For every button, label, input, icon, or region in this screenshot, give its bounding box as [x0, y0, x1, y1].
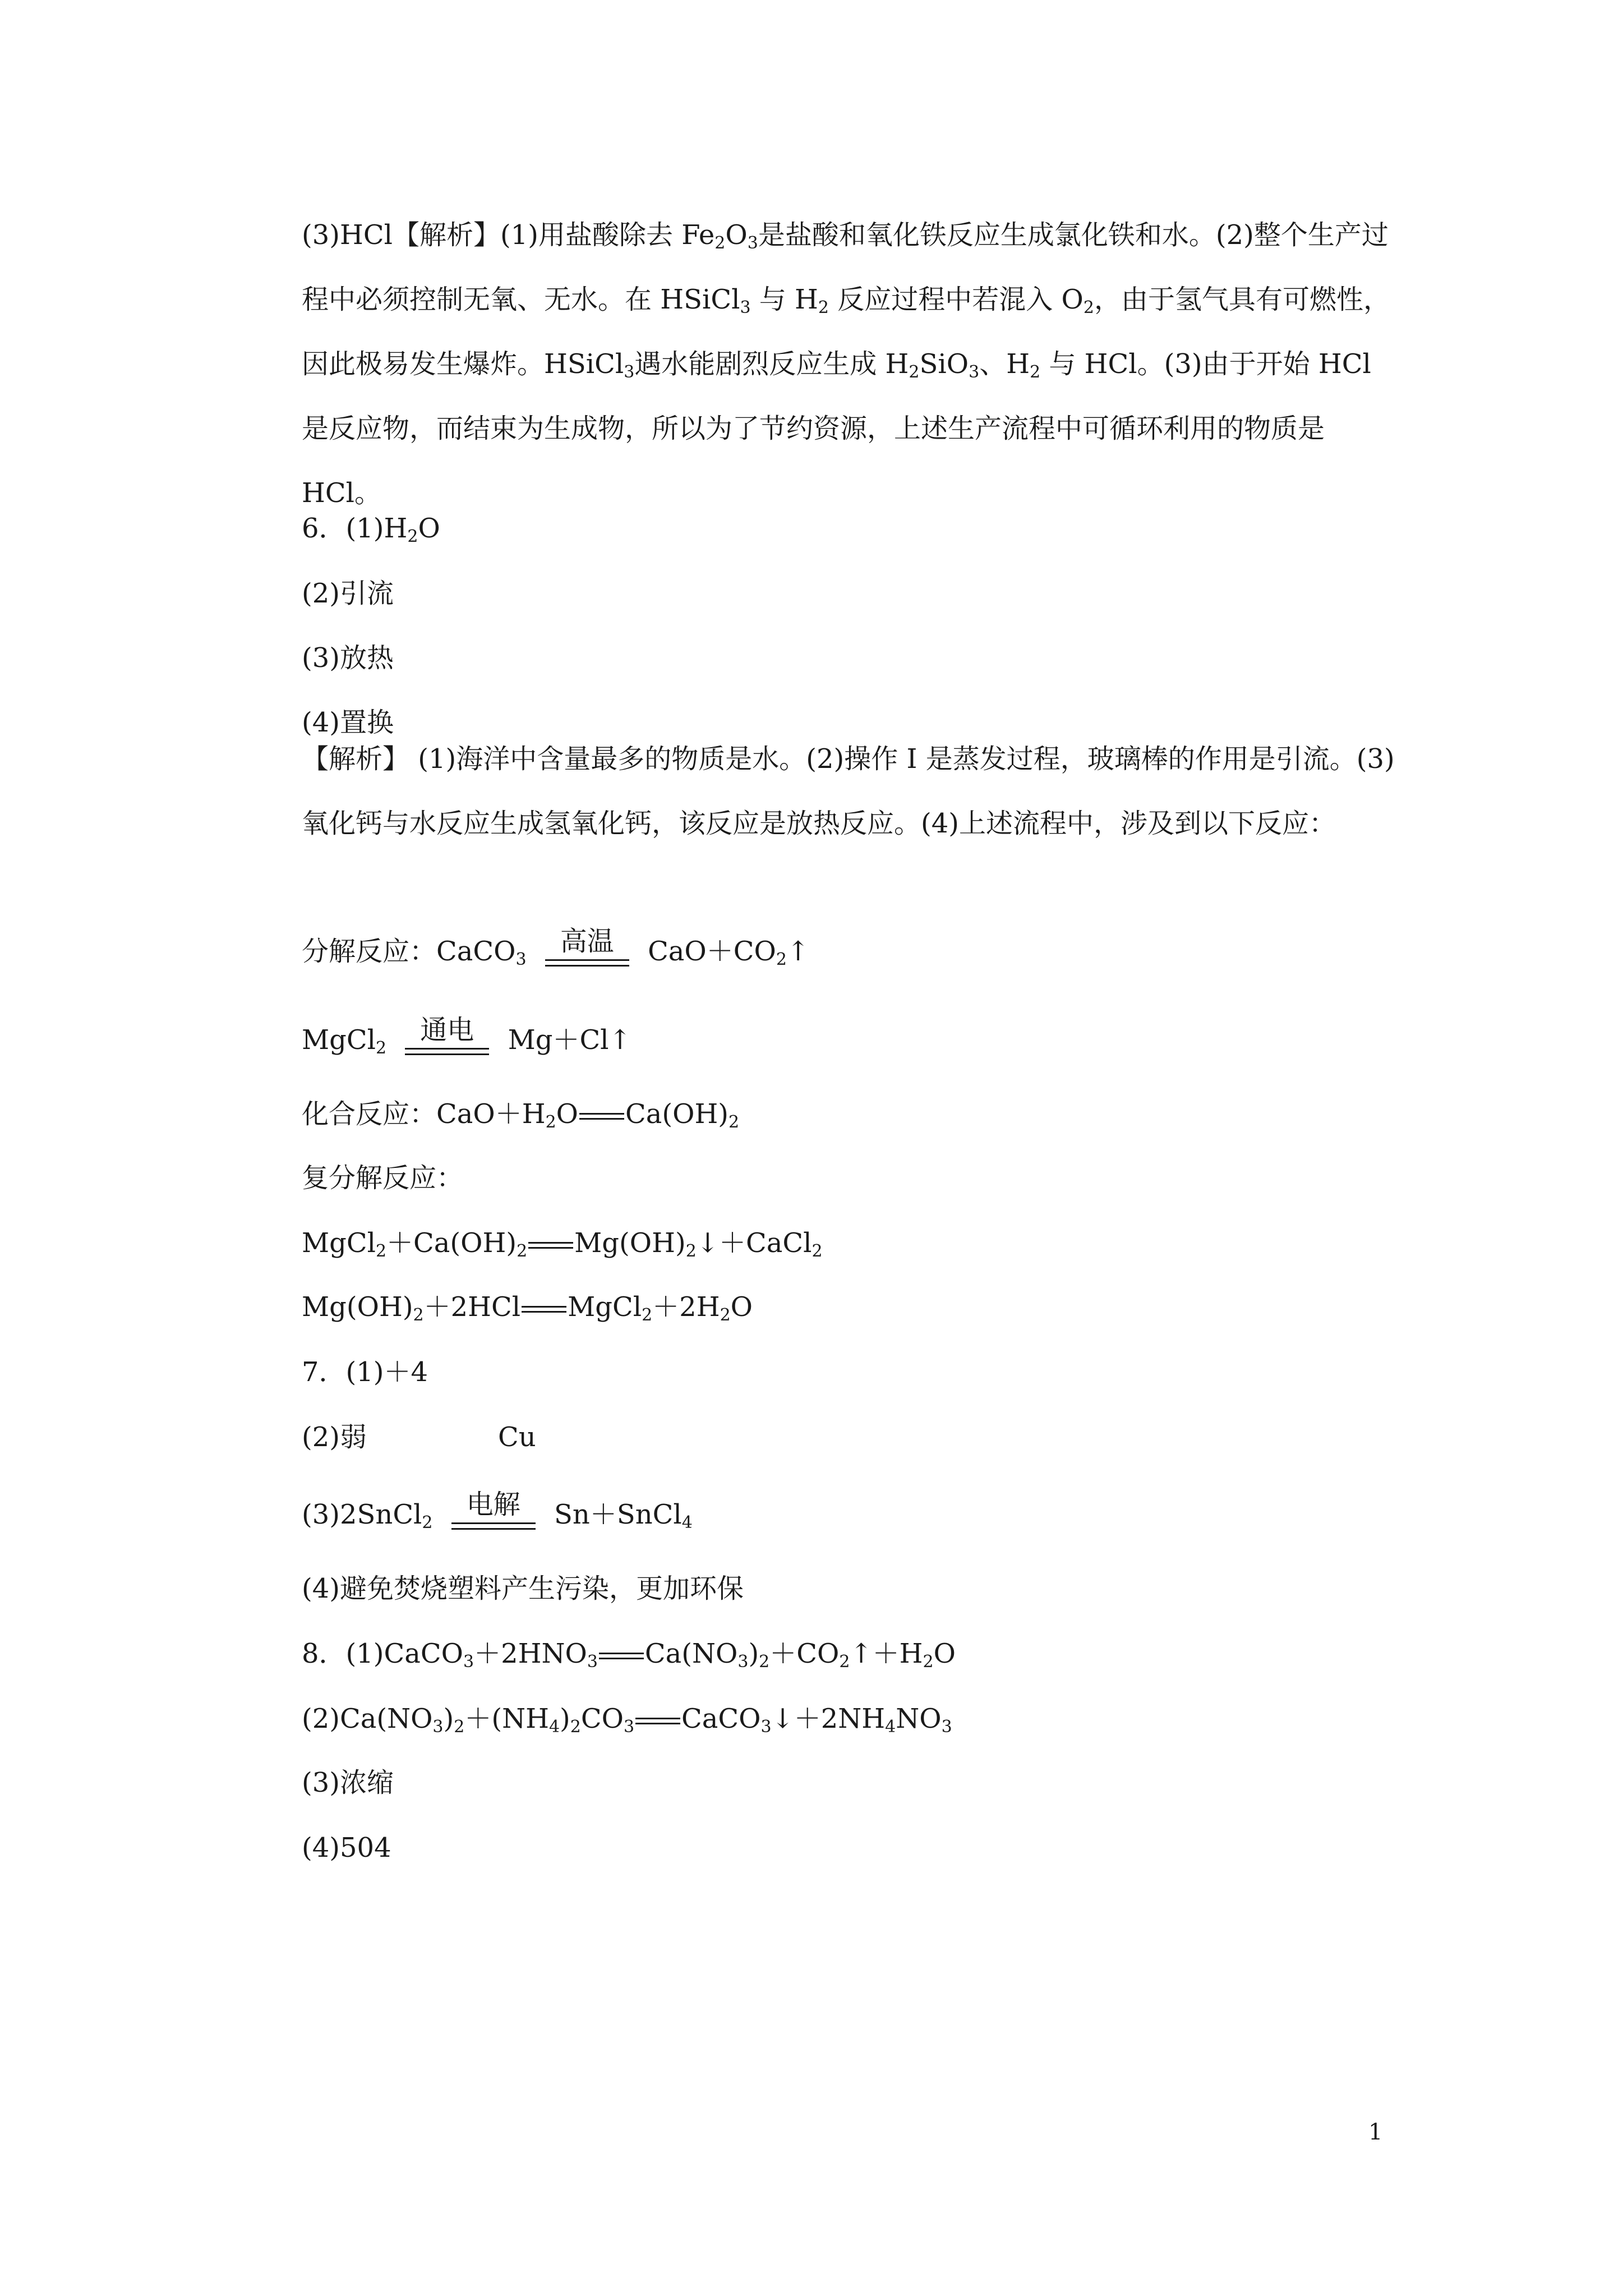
combination-equation: 化合反应：$CaO+H_2O$ $Ca(OH)_2$ — [302, 1098, 740, 1132]
decomposition-equation-2: MgCl$_2$ 通电 Mg＋Cl↑ — [302, 1014, 631, 1058]
reaction-condition: 通电 — [405, 1029, 489, 1056]
item8-answer-4: (4)504 — [302, 1832, 391, 1864]
equals-sign — [599, 1650, 644, 1662]
gas-arrow-icon: ↑ — [608, 1024, 631, 1056]
equals-sign — [635, 1715, 680, 1727]
item8-answer-2: $(2)Ca(NO_3)_2+(NH_4)_2CO_3$ $CaCO_3↓+2NH_4NO_3$ — [302, 1703, 952, 1737]
item5-analysis-paragraph: (3)HCl【解析】(1)用盐酸除去 $Fe_2O_3$是盐酸和氧化铁反应生成氯化铁和水。(2)整个生产过程中必须控制无氧、无水。在 HSiCl$_3$ 与 $H_2$ 反应过程中若混入 $O_2$，由于氢气具有可燃性，因此极易发生爆炸。HSiCl$_3$遇水能剧烈反应生成 $H_2SiO_3$、$H_2$ 与 HCl。(3)由于开始 HCl 是反应物，而结束为生成物，所以为了节约资源，上述生产流程中可循环利用的物质是 HCl。 — [302, 219, 1390, 509]
item6-answer-4: (4)置换 — [302, 707, 394, 738]
item7-answer-1: 7．(1)＋4 — [302, 1356, 428, 1388]
item6-answer-1: 6．$(1)H_2O$ — [302, 513, 440, 546]
precipitate-arrow-icon: ↓ — [696, 1227, 720, 1259]
item7-answer-3: (3)2SnCl$_2$ 电解 Sn＋SnCl$_4$ — [302, 1488, 693, 1533]
analysis-tag: 【解析】 — [302, 743, 410, 775]
item8-answer-1: 8．$(1)CaCO_3+2HNO_3$ $Ca(NO_3)_2+CO_2↑+H_2O$ — [302, 1638, 956, 1672]
decomposition-equation-1: 分解反应：CaCO$_3$ 高温 $CaO+CO_2↑$ — [302, 925, 810, 969]
double-decomposition-equation-1: $MgCl_2+Ca(OH)_2$ $Mg(OH)_2↓+CaCl_2$ — [302, 1227, 823, 1261]
analysis-tag: 【解析】 — [392, 219, 500, 251]
equals-sign — [522, 1304, 566, 1315]
page-number: 1 — [1368, 2119, 1383, 2145]
item6-answer-3: (3)放热 — [302, 642, 394, 674]
item7-answer-2: (2)弱 Cu — [302, 1421, 536, 1453]
item6-answer-2: (2)引流 — [302, 578, 394, 609]
item6-analysis-paragraph: 【解析】 (1)海洋中含量最多的物质是水。(2)操作 I 是蒸发过程，玻璃棒的作用是引流。(3)氧化钙与水反应生成氢氧化钙，该反应是放热反应。(4)上述流程中，涉及到以下反应： — [302, 743, 1395, 839]
precipitate-arrow-icon: ↓ — [771, 1703, 794, 1734]
answer-lead: (3)HCl — [302, 219, 393, 251]
double-decomposition-label: 复分解反应： — [302, 1162, 464, 1194]
item8-answer-3: (3)浓缩 — [302, 1767, 394, 1798]
item7-answer-4: (4)避免焚烧塑料产生污染，更加环保 — [302, 1573, 744, 1604]
double-decomposition-equation-2: $Mg(OH)_2+2HCl$ $MgCl_2+2H_2O$ — [302, 1291, 753, 1325]
gas-arrow-icon: ↑ — [786, 936, 810, 967]
gas-arrow-icon: ↑ — [850, 1638, 873, 1669]
equals-sign — [528, 1240, 573, 1251]
equals-sign — [579, 1111, 624, 1122]
reaction-condition: 高温 — [545, 940, 629, 967]
reaction-condition: 电解 — [451, 1503, 536, 1530]
